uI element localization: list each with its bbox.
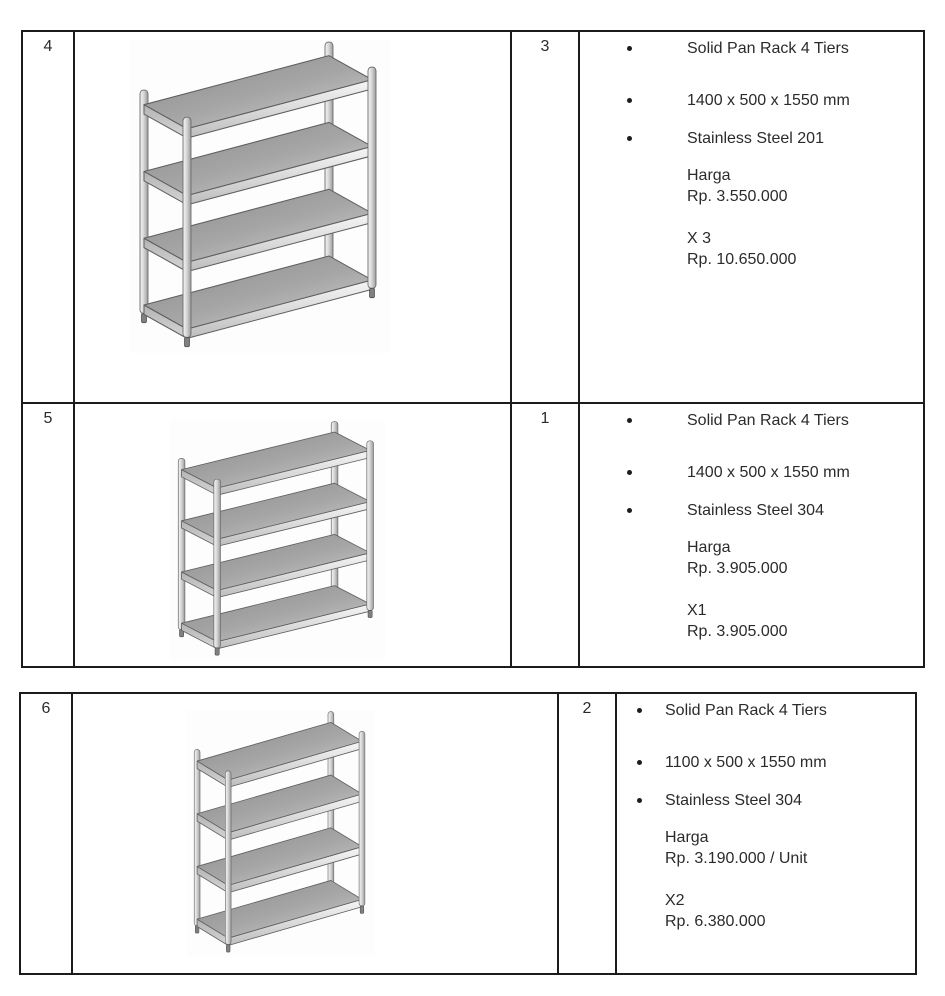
rack-image [130, 40, 390, 353]
price-value: Rp. 3.190.000 / Unit [665, 850, 808, 867]
spec-item [617, 700, 915, 721]
spec-item [617, 790, 915, 811]
bullet-icon [637, 798, 642, 803]
row-number: 5 [43, 410, 53, 427]
total-price-block [617, 890, 915, 932]
spec-text: Solid Pan Rack 4 Tiers [687, 412, 849, 429]
spec-item [580, 90, 923, 111]
product-table-upper [21, 30, 925, 668]
row-number-cell [20, 693, 72, 974]
table-row [22, 31, 924, 403]
product-image-cell [74, 403, 511, 667]
spec-item [580, 38, 923, 59]
product-image [170, 420, 385, 660]
spec-list [617, 700, 915, 811]
row-number: 6 [41, 700, 51, 717]
quantity-cell [511, 31, 579, 403]
price-label: Harga [687, 167, 731, 184]
price-label: Harga [665, 829, 709, 846]
spec-text: Stainless Steel 304 [687, 502, 824, 519]
bullet-icon [627, 46, 632, 51]
table-row [20, 693, 916, 974]
unit-price-block [580, 165, 923, 207]
spec-text: 1400 x 500 x 1550 mm [687, 92, 850, 109]
description-cell [616, 693, 916, 974]
product-image [187, 710, 375, 957]
quantity-cell [511, 403, 579, 667]
bullet-icon [637, 708, 642, 713]
unit-price-block [580, 537, 923, 579]
bullet-icon [627, 98, 632, 103]
multiplier: X1 [687, 602, 707, 619]
description-cell [579, 31, 924, 403]
rack-image [170, 420, 385, 660]
bullet-icon [637, 760, 642, 765]
product-image-cell [74, 31, 511, 403]
spec-text: Stainless Steel 201 [687, 130, 824, 147]
spec-item [580, 410, 923, 431]
quantity-value: 1 [540, 410, 550, 427]
spec-text: 1100 x 500 x 1550 mm [665, 754, 827, 771]
spec-text: Solid Pan Rack 4 Tiers [687, 40, 849, 57]
unit-price-block [617, 827, 915, 869]
product-table-lower [19, 692, 917, 975]
spec-item [580, 462, 923, 483]
row-number: 4 [43, 38, 53, 55]
spec-item [580, 128, 923, 149]
total-value: Rp. 10.650.000 [687, 251, 797, 268]
spec-list [580, 38, 923, 149]
price-value: Rp. 3.550.000 [687, 188, 788, 205]
price-label: Harga [687, 539, 731, 556]
total-value: Rp. 6.380.000 [665, 913, 766, 930]
spec-item [580, 500, 923, 521]
multiplier: X 3 [687, 230, 712, 247]
spec-item [617, 752, 915, 773]
rack-image [187, 710, 375, 957]
bullet-icon [627, 136, 632, 141]
multiplier: X2 [665, 892, 685, 909]
product-image [130, 40, 390, 353]
bullet-icon [627, 470, 632, 475]
table-row [22, 403, 924, 667]
row-number-cell [22, 31, 74, 403]
total-value: Rp. 3.905.000 [687, 623, 788, 640]
spec-text: Stainless Steel 304 [665, 792, 802, 809]
row-number-cell [22, 403, 74, 667]
total-price-block [580, 600, 923, 642]
spec-text: Solid Pan Rack 4 Tiers [665, 702, 827, 719]
price-value: Rp. 3.905.000 [687, 560, 788, 577]
spec-text: 1400 x 500 x 1550 mm [687, 464, 850, 481]
description-cell [579, 403, 924, 667]
bullet-icon [627, 508, 632, 513]
spec-list [580, 410, 923, 521]
quantity-value: 2 [582, 700, 592, 717]
bullet-icon [627, 418, 632, 423]
quantity-cell [558, 693, 616, 974]
product-image-cell [72, 693, 558, 974]
quantity-value: 3 [540, 38, 550, 55]
total-price-block [580, 228, 923, 270]
